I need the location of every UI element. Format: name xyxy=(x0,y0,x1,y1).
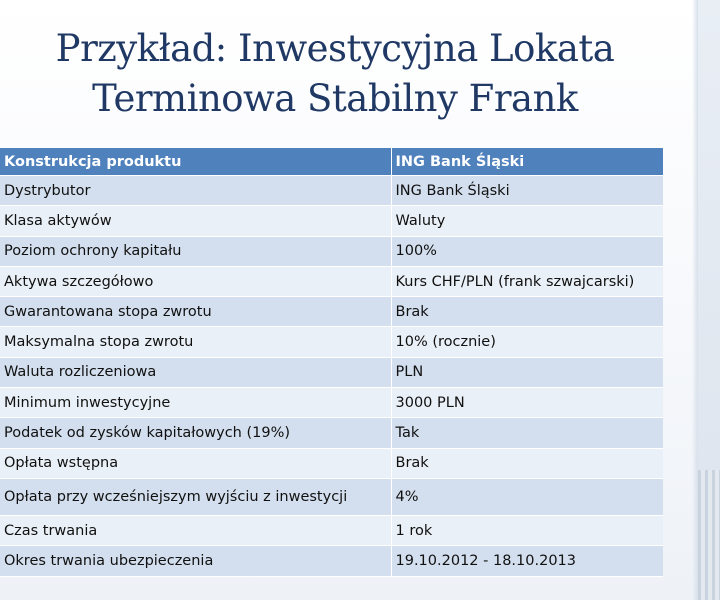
row-value: 100% xyxy=(391,236,663,266)
row-value: 1 rok xyxy=(391,515,663,545)
row-label: Podatek od zysków kapitałowych (19%) xyxy=(0,418,391,448)
row-label: Czas trwania xyxy=(0,515,391,545)
title-line-2: Terminowa Stabilny Frank xyxy=(92,77,578,120)
header-cell-product: Konstrukcja produktu xyxy=(0,148,391,176)
product-table xyxy=(0,148,663,577)
row-value: 3000 PLN xyxy=(391,388,663,418)
row-value: 10% (rocznie) xyxy=(391,327,663,357)
product-table-container xyxy=(0,148,663,577)
row-value: Waluty xyxy=(391,206,663,236)
row-value: Tak xyxy=(391,418,663,448)
table-row xyxy=(0,388,663,418)
table-row xyxy=(0,327,663,357)
row-label: Dystrybutor xyxy=(0,176,391,206)
table-row xyxy=(0,176,663,206)
table-row xyxy=(0,478,663,515)
table-row xyxy=(0,206,663,236)
row-label: Minimum inwestycyjne xyxy=(0,388,391,418)
table-header-row xyxy=(0,148,663,176)
table-row xyxy=(0,236,663,266)
title-line-1: Przykład: Inwestycyjna Lokata xyxy=(55,27,615,70)
table-row xyxy=(0,357,663,387)
table-row xyxy=(0,297,663,327)
slide-right-edge-decoration xyxy=(692,0,720,600)
row-label: Poziom ochrony kapitału xyxy=(0,236,391,266)
table-row xyxy=(0,418,663,448)
edge-stripe-light xyxy=(698,0,720,470)
row-label: Opłata przy wcześniejszym wyjściu z inwestycji xyxy=(0,478,391,515)
row-label: Okres trwania ubezpieczenia xyxy=(0,546,391,576)
row-label: Opłata wstępna xyxy=(0,448,391,478)
row-label: Gwarantowana stopa zwrotu xyxy=(0,297,391,327)
row-value: 19.10.2012 - 18.10.2013 xyxy=(391,546,663,576)
edge-stripe-pattern xyxy=(698,470,720,600)
row-value: PLN xyxy=(391,357,663,387)
table-row xyxy=(0,448,663,478)
row-label: Maksymalna stopa zwrotu xyxy=(0,327,391,357)
row-label: Klasa aktywów xyxy=(0,206,391,236)
header-cell-bank: ING Bank Śląski xyxy=(391,148,663,176)
table-row xyxy=(0,515,663,545)
row-value: Kurs CHF/PLN (frank szwajcarski) xyxy=(391,266,663,296)
row-value: Brak xyxy=(391,448,663,478)
table-row xyxy=(0,266,663,296)
row-value: 4% xyxy=(391,478,663,515)
slide-title xyxy=(0,24,670,124)
row-label: Waluta rozliczeniowa xyxy=(0,357,391,387)
row-value: ING Bank Śląski xyxy=(391,176,663,206)
row-label: Aktywa szczegółowo xyxy=(0,266,391,296)
row-value: Brak xyxy=(391,297,663,327)
table-row xyxy=(0,546,663,576)
